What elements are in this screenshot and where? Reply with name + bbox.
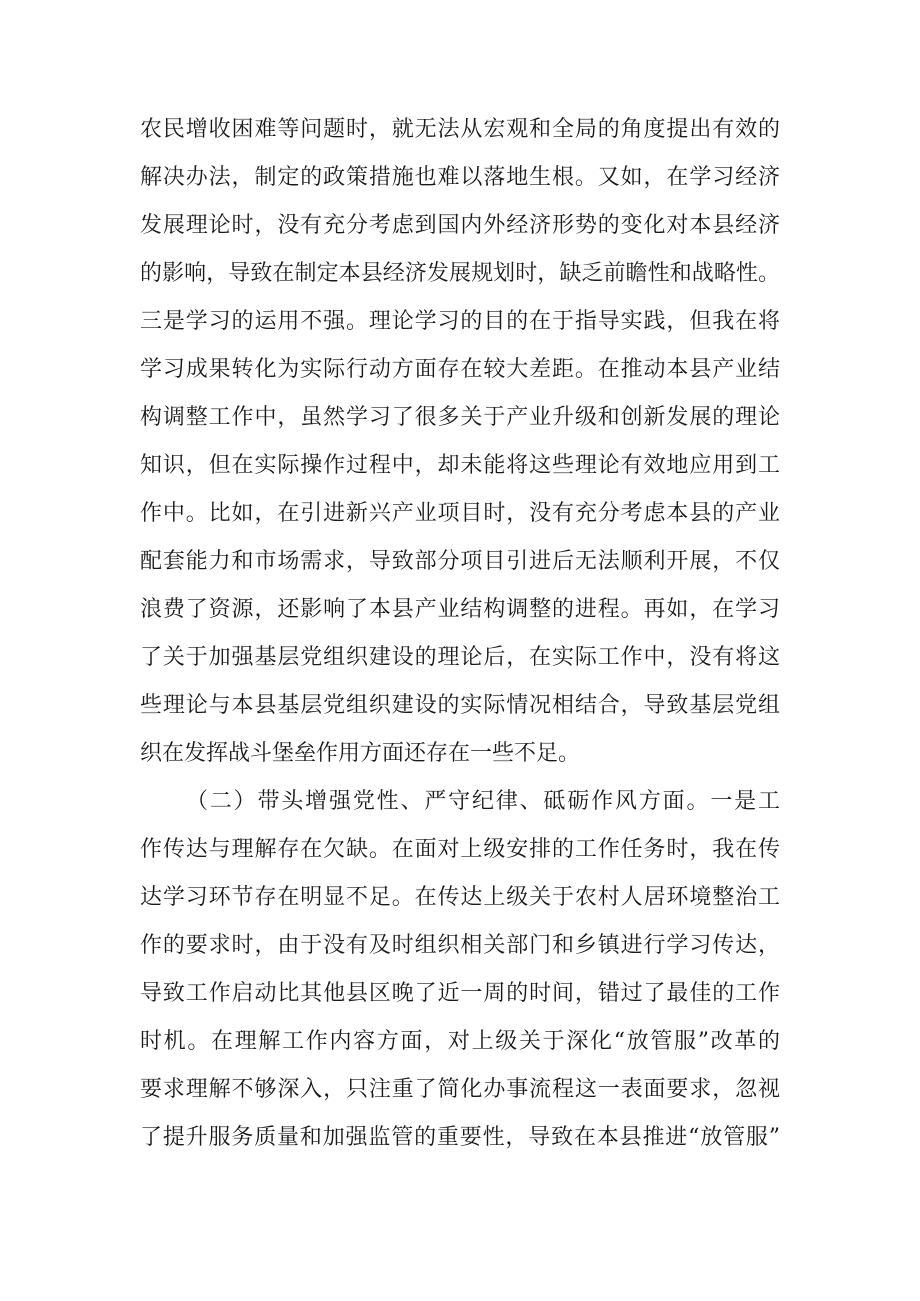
paragraph-line: 发展理论时，没有充分考虑到国内外经济形势的变化对本县经济: [140, 213, 780, 238]
paragraph-line: 作中。比如，在引进新兴产业项目时，没有充分考虑本县的产业: [140, 501, 780, 526]
paragraph-line: 学习成果转化为实际行动方面存在较大差距。在推动本县产业结: [140, 357, 780, 382]
paragraph-line: 作的要求时，由于没有及时组织相关部门和乡镇进行学习传达，: [140, 933, 780, 958]
paragraph-line: 知识，但在实际操作过程中，却未能将这些理论有效地应用到工: [140, 453, 780, 478]
paragraph-line: （二）带头增强党性、严守纪律、砥砺作风方面。一是工: [186, 789, 780, 814]
paragraph-line: 浪费了资源，还影响了本县产业结构调整的进程。再如，在学习: [140, 597, 780, 622]
paragraph-line: 配套能力和市场需求，导致部分项目引进后无法顺利开展，不仅: [140, 549, 780, 574]
paragraph-line: 作传达与理解存在欠缺。在面对上级安排的工作任务时，我在传: [140, 837, 780, 862]
paragraph-line: 达学习环节存在明显不足。在传达上级关于农村人居环境整治工: [140, 885, 780, 910]
paragraph-line: 时机。在理解工作内容方面，对上级关于深化“放管服”改革的: [140, 1029, 780, 1054]
paragraph-line: 导致工作启动比其他县区晚了近一周的时间，错过了最佳的工作: [140, 981, 780, 1006]
paragraph-line: 解决办法，制定的政策措施也难以落地生根。又如，在学习经济: [140, 165, 780, 190]
paragraph-line: 三是学习的运用不强。理论学习的目的在于指导实践，但我在将: [140, 309, 780, 334]
paragraph-line: 要求理解不够深入，只注重了简化办事流程这一表面要求，忽视: [140, 1077, 780, 1102]
paragraph-line: 的影响，导致在制定本县经济发展规划时，缺乏前瞻性和战略性。: [140, 261, 780, 286]
paragraph-line: 了关于加强基层党组织建设的理论后，在实际工作中，没有将这: [140, 645, 780, 670]
paragraph-line: 织在发挥战斗堡垒作用方面还存在一些不足。: [140, 741, 581, 766]
paragraph-line: 农民增收困难等问题时，就无法从宏观和全局的角度提出有效的: [140, 117, 780, 142]
paragraph-line: 些理论与本县基层党组织建设的实际情况相结合，导致基层党组: [140, 693, 780, 718]
paragraph-line: 了提升服务质量和加强监管的重要性，导致在本县推进“放管服”: [140, 1125, 780, 1150]
paragraph-line: 构调整工作中，虽然学习了很多关于产业升级和创新发展的理论: [140, 405, 780, 430]
